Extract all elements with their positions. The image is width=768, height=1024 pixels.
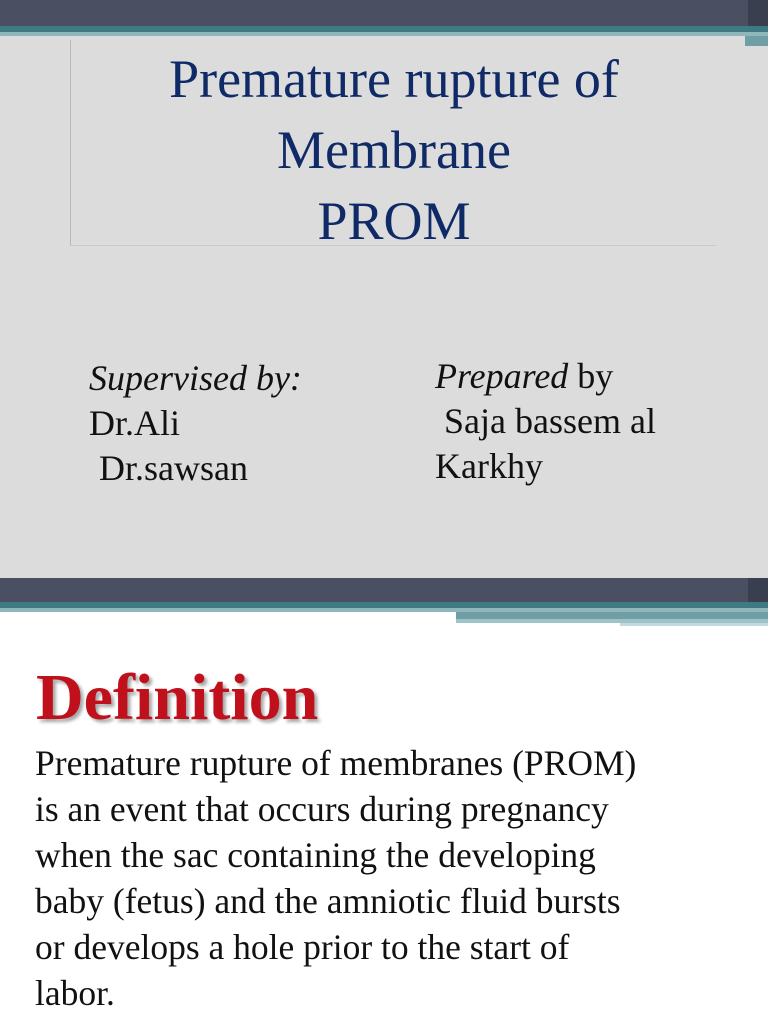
definition-line-2: is an event that occurs during pregnancy (35, 789, 609, 829)
slide-title (71, 44, 717, 257)
bottom-accent-tab-faint (620, 623, 768, 626)
prepared-by-label-italic: Prepared (435, 356, 569, 396)
bottom-bar-decoration (0, 578, 748, 602)
supervisor-name-1: Dr.Ali (89, 403, 181, 443)
prepared-by-label-rest: by (568, 356, 614, 396)
top-accent-stripe-light (0, 32, 768, 36)
prepared-by-block (435, 354, 755, 489)
supervised-by-label: Supervised by: (89, 358, 302, 398)
top-bar-decoration (0, 0, 748, 26)
prepared-by-label (435, 354, 755, 399)
supervisor-name-2: Dr.sawsan (99, 448, 248, 488)
bottom-accent-tab (456, 612, 768, 619)
bottom-bar-cap-decoration (748, 578, 768, 602)
definition-heading: Definition (36, 661, 319, 734)
top-bar-cap-decoration (748, 0, 768, 26)
supervised-by-block (89, 356, 409, 491)
title-line-1: Premature rupture of (169, 49, 619, 109)
author-name-line-1: Saja bassem al (444, 401, 656, 441)
title-box (70, 40, 716, 251)
definition-slide (0, 630, 768, 1024)
definition-line-6: labor. (35, 973, 115, 1013)
definition-line-5: or develops a hole prior to the start of (35, 927, 570, 967)
definition-line-1: Premature rupture of membranes (PROM) (35, 743, 637, 783)
author-name-line-2: Karkhy (435, 446, 543, 486)
top-accent-tab (745, 36, 768, 46)
definition-body (35, 740, 763, 1016)
title-line-2: Membrane (277, 120, 511, 180)
definition-line-3: when the sac containing the developing (35, 835, 596, 875)
title-line-3: PROM (317, 191, 471, 251)
definition-line-4: baby (fetus) and the amniotic fluid bursts (35, 881, 621, 921)
